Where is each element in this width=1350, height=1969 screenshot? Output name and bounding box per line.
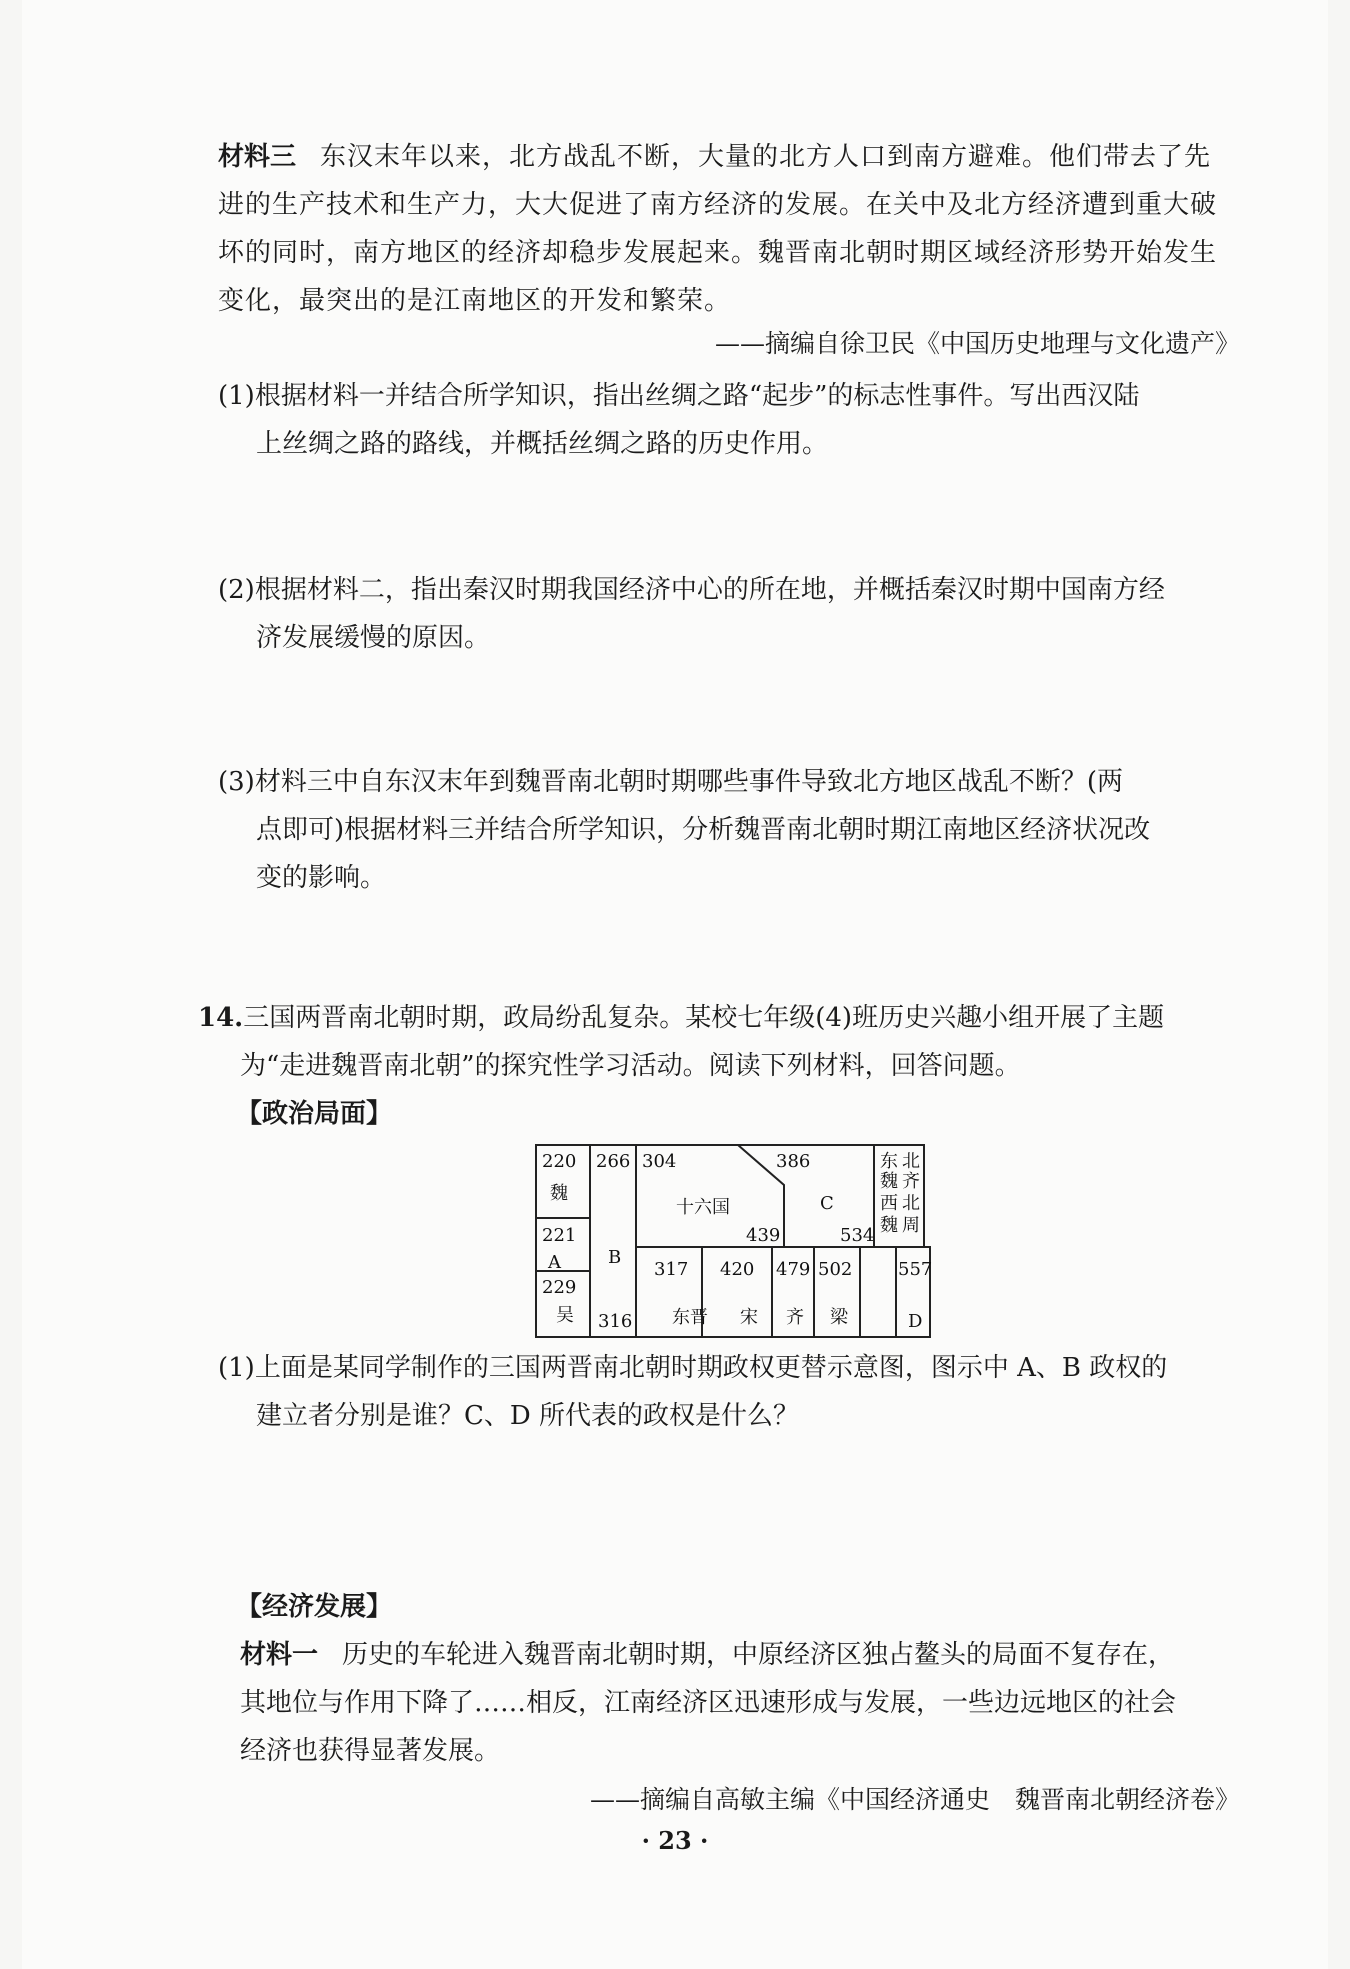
diagram-year-317: 317 — [654, 1259, 689, 1280]
diagram-label-north-qi-1: 北 — [902, 1151, 920, 1172]
diagram-label-east-wei-2: 魏 — [880, 1171, 898, 1192]
q14-number: 14. — [198, 1003, 244, 1033]
diagram-label-east-wei-1: 东 — [880, 1151, 898, 1172]
q14-sub1 — [218, 1344, 1238, 1440]
q13-sub1 — [218, 372, 1238, 468]
diagram-year-221: 221 — [542, 1225, 577, 1246]
diagram-year-534: 534 — [840, 1225, 875, 1246]
diagram-column-b — [590, 1145, 636, 1337]
diagram-label-north-zhou-2: 周 — [902, 1215, 920, 1236]
diagram-label-north-zhou-1: 北 — [902, 1193, 920, 1214]
q14-intro-line1: 三国两晋南北朝时期，政局纷乱复杂。某校七年级(4)班历史兴趣小组开展了主题 — [243, 1003, 1165, 1033]
q13-sub2-line2: 济发展缓慢的原因。 — [256, 623, 491, 653]
diagram-year-479: 479 — [776, 1259, 811, 1280]
diagram-label-dongjin: 东晋 — [672, 1307, 708, 1328]
diagram-year-266: 266 — [596, 1151, 631, 1172]
diagram-year-557: 557 — [898, 1259, 933, 1280]
diagram-label-wei: 魏 — [550, 1183, 568, 1204]
diagram-year-304: 304 — [642, 1151, 677, 1172]
q14-material1-source: ——摘编自高敏主编《中国经济通史 魏晋南北朝经济卷》 — [589, 1785, 1240, 1814]
material3-label: 材料三 — [218, 142, 297, 172]
diagram-label-song: 宋 — [740, 1307, 758, 1328]
diagram-year-316: 316 — [598, 1311, 633, 1332]
diagram-year-220: 220 — [542, 1151, 577, 1172]
diagram-year-229: 229 — [542, 1277, 577, 1298]
q13-sub1-line2: 上丝绸之路的路线，并概括丝绸之路的历史作用。 — [256, 429, 829, 459]
q13-sub1-line1: (1)根据材料一并结合所学知识，指出丝绸之路“起步”的标志性事件。写出西汉陆 — [218, 381, 1140, 411]
regime-diagram — [534, 1143, 944, 1341]
diagram-label-d: D — [908, 1311, 923, 1332]
q14-sub1-line2: 建立者分别是谁？C、D 所代表的政权是什么？ — [256, 1401, 800, 1431]
diagram-label-sixteen-kingdoms: 十六国 — [676, 1197, 730, 1218]
q14-intro — [198, 994, 1243, 1090]
q13-sub2-line1: (2)根据材料二，指出秦汉时期我国经济中心的所在地，并概括秦汉时期中国南方经 — [218, 575, 1165, 605]
diagram-label-west-wei-2: 魏 — [880, 1215, 898, 1236]
q14-material1-line1: 历史的车轮进入魏晋南北朝时期，中原经济区独占鳌头的局面不复存在， — [342, 1640, 1175, 1670]
q14-material1-line2: 其地位与作用下降了……相反，江南经济区迅速形成与发展，一些边远地区的社会 — [240, 1688, 1177, 1718]
q13-sub3-line1: (3)材料三中自东汉末年到魏晋南北朝时期哪些事件导致北方地区战乱不断？(两 — [218, 767, 1123, 797]
section-politics: 【政治局面】 — [236, 1099, 393, 1129]
material3-paragraph — [218, 133, 1238, 325]
diagram-label-wu: 吴 — [556, 1305, 574, 1326]
material3-source: ——摘编自徐卫民《中国历史地理与文化遗产》 — [714, 329, 1240, 358]
q14-material1-line3: 经济也获得显著发展。 — [240, 1736, 501, 1766]
section-economy: 【经济发展】 — [236, 1592, 393, 1622]
page-number: · 23 · — [641, 1826, 709, 1855]
diagram-label-c: C — [820, 1193, 834, 1214]
q13-sub2 — [218, 566, 1238, 662]
diagram-label-qi: 齐 — [786, 1307, 804, 1328]
diagram-year-420: 420 — [720, 1259, 755, 1280]
diagram-year-439: 439 — [746, 1225, 781, 1246]
diagram-label-b: B — [608, 1247, 622, 1268]
q13-sub3-line2: 点即可)根据材料三并结合所学知识，分析魏晋南北朝时期江南地区经济状况改 — [256, 815, 1151, 845]
q14-material1-label: 材料一 — [240, 1640, 319, 1670]
q14-intro-line2: 为“走进魏晋南北朝”的探究性学习活动。阅读下列材料，回答问题。 — [240, 1051, 1021, 1081]
diagram-label-west-wei-1: 西 — [880, 1193, 898, 1214]
diagram-label-a: A — [548, 1252, 561, 1273]
q14-sub1-line1: (1)上面是某同学制作的三国两晋南北朝时期政权更替示意图，图示中 A、B 政权的 — [218, 1353, 1168, 1383]
material3-text: 东汉末年以来，北方战乱不断，大量的北方人口到南方避难。他们带去了先进的生产技术和生产力，大大促进了南方经济的发展。在关中及北方经济遭到重大破坏的同时，南方地区的经济却稳步发展起来。魏晋南北朝时期区域经济形势开始发生变化，最突出的是江南地区的开发和繁荣。 — [218, 142, 1218, 316]
q13-sub3-line3: 变的影响。 — [256, 863, 387, 893]
diagram-label-liang: 梁 — [830, 1307, 848, 1328]
diagram-year-386: 386 — [776, 1151, 811, 1172]
q14-material1 — [240, 1631, 1240, 1775]
diagram-year-502: 502 — [818, 1259, 853, 1280]
q13-sub3 — [218, 758, 1238, 902]
diagram-label-north-qi-2: 齐 — [902, 1171, 920, 1192]
